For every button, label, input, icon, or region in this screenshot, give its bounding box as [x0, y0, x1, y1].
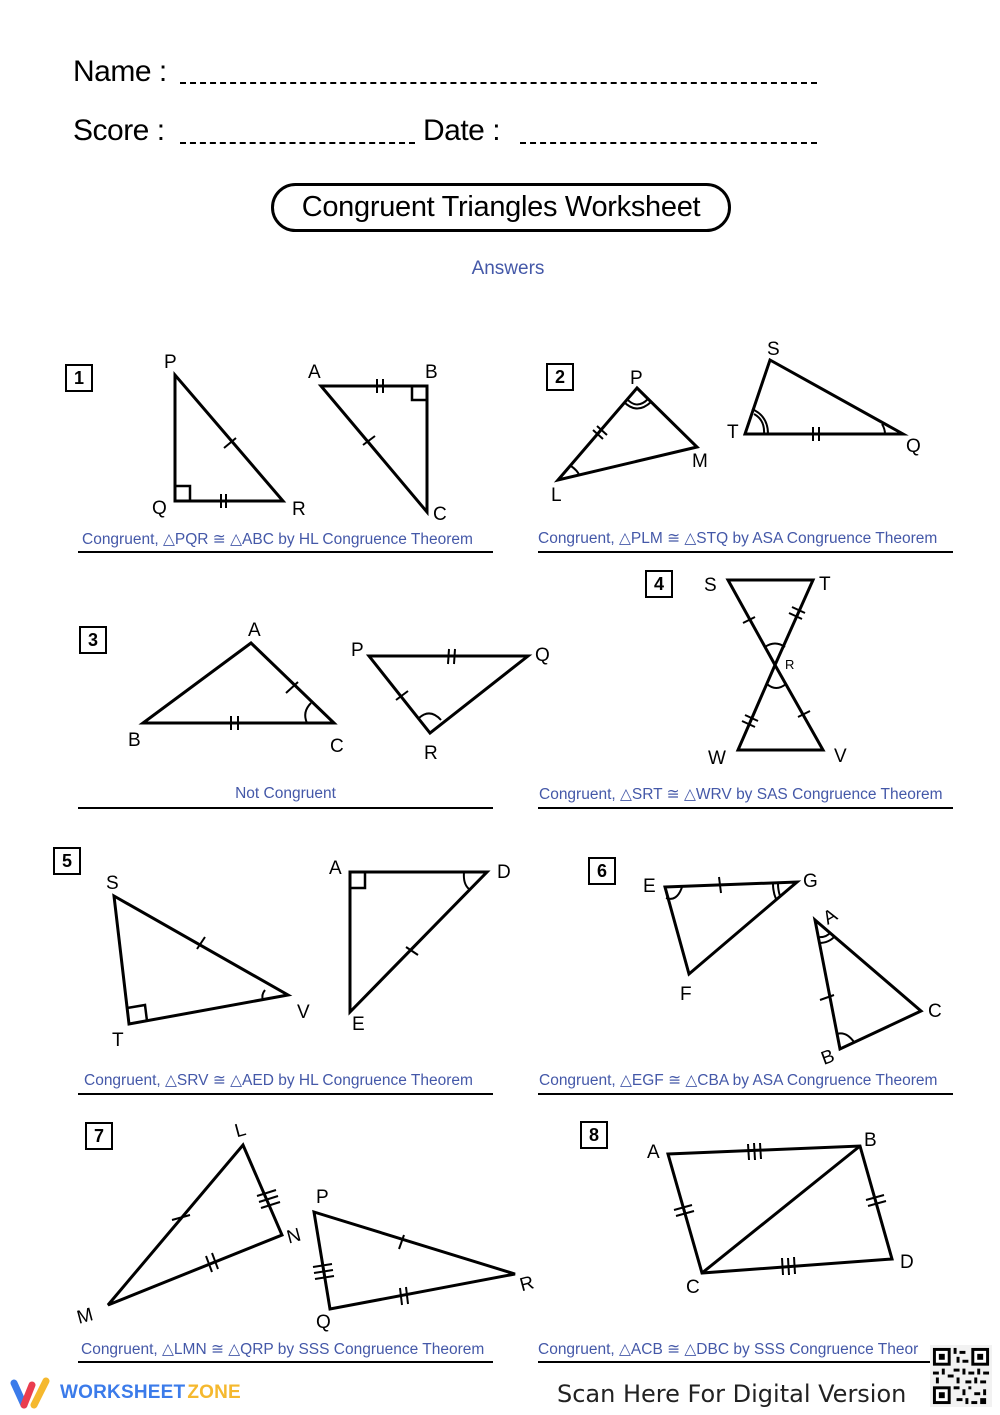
- svg-text:Q: Q: [152, 498, 167, 519]
- answer-7: Congruent, △LMN ≅ △QRP by SSS Congruence Theorem: [81, 1341, 485, 1358]
- svg-text:R: R: [517, 1272, 537, 1297]
- svg-text:C: C: [433, 504, 447, 525]
- svg-text:L: L: [551, 485, 562, 506]
- figure-5-triangle-ade: [350, 872, 487, 1012]
- answer-line-3: [78, 807, 493, 809]
- svg-text:S: S: [767, 339, 780, 360]
- svg-text:B: B: [128, 730, 141, 751]
- qr-code-glyph: [930, 1345, 992, 1407]
- figure-6-triangle-egf: [665, 877, 797, 974]
- svg-text:P: P: [351, 640, 364, 661]
- svg-text:R: R: [424, 743, 438, 764]
- answer-line-2: [538, 551, 953, 553]
- svg-text:C: C: [330, 736, 344, 757]
- answer-line-8: [538, 1361, 930, 1363]
- figure-3-triangle-pqr: [369, 649, 528, 733]
- svg-text:A: A: [647, 1142, 660, 1163]
- svg-text:P: P: [164, 352, 177, 373]
- svg-text:D: D: [900, 1252, 914, 1273]
- svg-text:S: S: [106, 873, 119, 894]
- svg-text:A: A: [308, 362, 321, 383]
- svg-text:T: T: [112, 1030, 124, 1051]
- logo-word-worksheet: WORKSHEET: [60, 1382, 186, 1403]
- answer-line-4: [538, 807, 953, 809]
- figure-4-bowtie: [728, 580, 823, 750]
- problem-number-2: 2: [546, 363, 574, 391]
- figure-1-triangle-abc: [321, 379, 427, 512]
- svg-text:Q: Q: [316, 1312, 331, 1333]
- svg-text:W: W: [708, 748, 726, 769]
- svg-text:E: E: [352, 1014, 365, 1035]
- figure-7-triangle-pqr: [313, 1212, 515, 1309]
- scan-text: Scan Here For Digital Version: [557, 1380, 907, 1408]
- svg-text:C: C: [686, 1277, 700, 1298]
- svg-text:A: A: [248, 620, 261, 641]
- svg-text:B: B: [864, 1130, 877, 1151]
- svg-text:P: P: [316, 1187, 329, 1208]
- svg-text:S: S: [704, 575, 717, 596]
- answer-8: Congruent, △ACB ≅ △DBC by SSS Congruence Theor: [538, 1341, 919, 1358]
- svg-text:T: T: [727, 422, 739, 443]
- worksheetzone-logo[interactable]: [10, 1377, 241, 1409]
- figure-8-quadrilateral-abdc: [668, 1143, 892, 1275]
- answer-5: Congruent, △SRV ≅ △AED by HL Congruence Theorem: [84, 1072, 473, 1089]
- svg-text:Q: Q: [535, 645, 550, 666]
- figure-1-triangle-pqr: [175, 375, 283, 508]
- problem-number-4: 4: [645, 570, 673, 598]
- svg-text:N: N: [284, 1224, 304, 1249]
- answers-subtitle: Answers: [471, 258, 545, 279]
- answer-line-5: [78, 1093, 493, 1095]
- figure-5-triangle-stv: [114, 896, 288, 1024]
- answer-3: Not Congruent: [235, 785, 336, 802]
- date-label: Date :: [423, 114, 501, 147]
- svg-text:R: R: [292, 499, 306, 520]
- svg-text:E: E: [643, 876, 656, 897]
- svg-text:B: B: [818, 1045, 838, 1070]
- svg-text:G: G: [803, 871, 818, 892]
- answer-6: Congruent, △EGF ≅ △CBA by ASA Congruence Theorem: [539, 1072, 938, 1089]
- svg-text:B: B: [425, 362, 438, 383]
- figure-3-triangle-abc: [143, 643, 334, 730]
- svg-text:Q: Q: [906, 436, 921, 457]
- figure-2-triangle-plm: [558, 388, 697, 480]
- problem-number-1: 1: [65, 364, 93, 392]
- answer-4: Congruent, △SRT ≅ △WRV by SAS Congruence Theorem: [539, 786, 943, 803]
- problem-number-5: 5: [53, 847, 81, 875]
- answer-line-7: [78, 1361, 493, 1363]
- svg-text:A: A: [329, 858, 342, 879]
- problem-number-7: 7: [85, 1122, 113, 1150]
- svg-text:P: P: [630, 368, 643, 389]
- svg-text:T: T: [819, 574, 831, 595]
- score-label: Score :: [73, 114, 165, 147]
- problem-number-8: 8: [580, 1121, 608, 1149]
- svg-text:V: V: [297, 1002, 310, 1023]
- problem-number-3: 3: [79, 626, 107, 654]
- answer-line-6: [538, 1093, 953, 1095]
- svg-text:M: M: [74, 1304, 96, 1329]
- answer-1: Congruent, △PQR ≅ △ABC by HL Congruence Theorem: [82, 531, 473, 548]
- svg-text:C: C: [928, 1001, 942, 1022]
- problem-number-6: 6: [588, 857, 616, 885]
- answer-2: Congruent, △PLM ≅ △STQ by ASA Congruence Theorem: [538, 530, 938, 547]
- svg-text:D: D: [497, 862, 511, 883]
- svg-text:A: A: [819, 904, 842, 930]
- logo-w-icon: [10, 1377, 52, 1409]
- qr-code-icon[interactable]: [930, 1345, 992, 1407]
- figure-7-triangle-lmn: [108, 1145, 282, 1305]
- figure-2-triangle-stq: [745, 360, 903, 441]
- figure-6-triangle-abc: [815, 920, 921, 1049]
- answer-line-1: [78, 551, 493, 553]
- name-label: Name :: [73, 55, 167, 88]
- worksheet-title: Congruent Triangles Worksheet: [271, 183, 731, 232]
- svg-text:V: V: [834, 746, 847, 767]
- svg-text:R: R: [785, 657, 795, 672]
- svg-text:L: L: [232, 1119, 249, 1143]
- svg-text:M: M: [692, 451, 708, 472]
- logo-word-zone: ZONE: [187, 1382, 241, 1403]
- svg-text:F: F: [680, 984, 692, 1005]
